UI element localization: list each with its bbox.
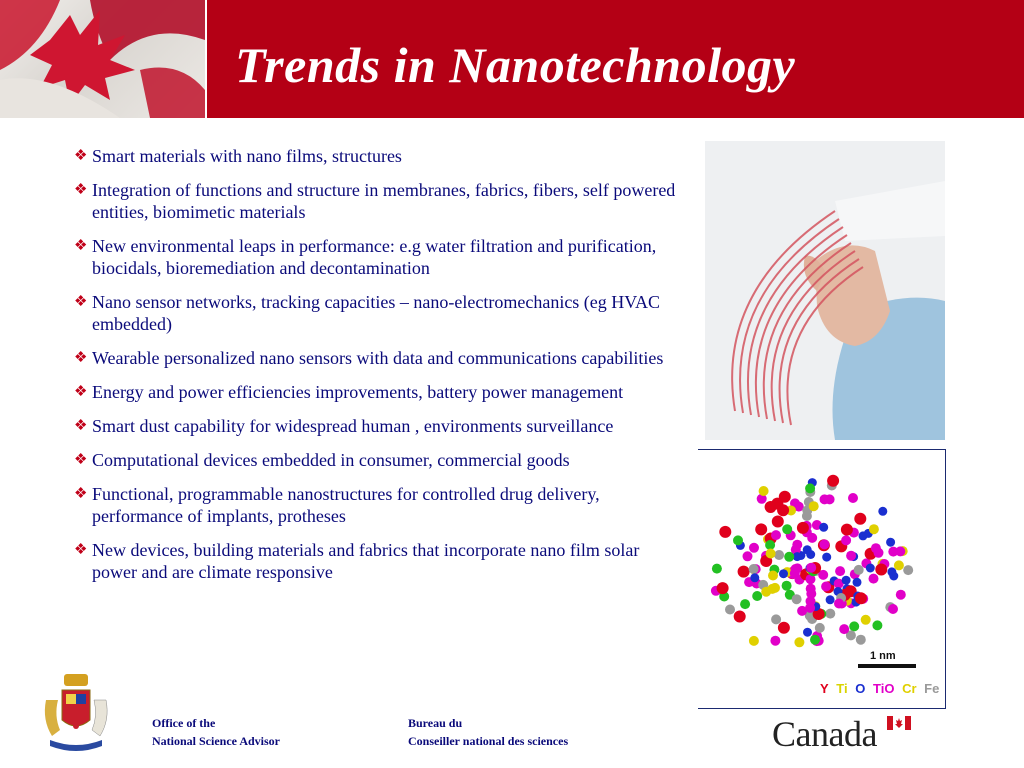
diamond-bullet-icon: ❖	[74, 542, 88, 558]
footer-bureau-line1: Bureau du	[408, 716, 463, 730]
bullet-text: Smart dust capability for widespread human , environments surveillance	[92, 416, 614, 436]
atom	[797, 522, 809, 534]
atom	[809, 501, 819, 511]
atom	[771, 614, 781, 624]
atom	[842, 576, 851, 585]
atom	[770, 636, 780, 646]
hand-holding-film-icon	[705, 141, 945, 440]
atom	[888, 604, 898, 614]
bullet-text: Energy and power efficiencies improvements, battery power management	[92, 382, 624, 402]
bullet-text: New environmental leaps in performance: e.g water filtration and purification, biocidals, bioremediation and decontamination	[92, 236, 657, 278]
atom	[854, 513, 866, 525]
bullet-text: Smart materials with nano films, structures	[92, 146, 402, 166]
atom	[774, 550, 784, 560]
footer-office-line1: Office of the	[152, 716, 216, 730]
atom	[820, 494, 830, 504]
atom	[768, 571, 778, 581]
bullet-item	[74, 145, 684, 167]
atom	[712, 564, 722, 574]
legend-ti: Ti	[836, 681, 848, 696]
atom	[886, 538, 895, 547]
bullet-list	[74, 145, 684, 595]
atom	[819, 523, 828, 532]
atom	[765, 540, 775, 550]
atom	[871, 543, 881, 553]
atom	[835, 566, 845, 576]
atom	[855, 592, 867, 604]
atom	[834, 599, 844, 609]
diamond-bullet-icon: ❖	[74, 294, 88, 310]
bullet-item	[74, 347, 684, 369]
atom	[784, 552, 794, 562]
bullet-text: Computational devices embedded in consumer, commercial goods	[92, 450, 570, 470]
atom	[765, 501, 777, 513]
diamond-bullet-icon: ❖	[74, 384, 88, 400]
atom	[827, 475, 839, 487]
atom	[826, 595, 835, 604]
bullet-item	[74, 449, 684, 471]
atom	[807, 533, 817, 543]
scale-bar	[858, 664, 916, 668]
atom	[719, 526, 731, 538]
bullet-item	[74, 539, 684, 583]
atom	[806, 589, 816, 599]
atom-cluster-icon	[698, 450, 945, 708]
atom	[792, 540, 802, 550]
diamond-bullet-icon: ❖	[74, 350, 88, 366]
atom	[856, 635, 866, 645]
legend-tio: TiO	[873, 681, 895, 696]
legend-fe: Fe	[924, 681, 940, 696]
atom	[749, 564, 759, 574]
atom	[903, 565, 913, 575]
bullet-item	[74, 415, 684, 437]
footer-bureau-line2: Conseiller national des sciences	[408, 734, 569, 748]
atom	[878, 507, 887, 516]
atom	[803, 628, 812, 637]
atom	[717, 582, 729, 594]
atom	[839, 624, 849, 634]
atom	[825, 609, 835, 619]
legend-cr: Cr	[902, 681, 917, 696]
atom	[849, 621, 859, 631]
atom	[872, 620, 882, 630]
atom	[875, 564, 887, 576]
atom	[766, 549, 776, 559]
diamond-bullet-icon: ❖	[74, 148, 88, 164]
atom	[819, 539, 829, 549]
atom	[772, 516, 784, 528]
atom	[778, 622, 790, 634]
atom	[854, 565, 864, 575]
atom	[755, 523, 767, 535]
bullet-text: Functional, programmable nanostructures for controlled drug delivery, performance of implants, protheses	[92, 484, 600, 526]
atom	[866, 564, 875, 573]
legend-o: O	[855, 681, 866, 696]
atom	[895, 546, 905, 556]
atom	[725, 605, 735, 615]
atom	[810, 635, 820, 645]
diamond-bullet-icon: ❖	[74, 418, 88, 434]
atom	[734, 611, 746, 623]
atom	[794, 637, 804, 647]
legend-y: Y	[820, 681, 829, 696]
atom	[771, 530, 781, 540]
atom	[861, 615, 871, 625]
bullet-item	[74, 381, 684, 403]
atom	[761, 587, 771, 597]
canada-flag-photo	[0, 0, 205, 118]
bullet-item	[74, 291, 684, 335]
slide-title: Trends in Nanotechnology	[235, 37, 796, 93]
atom	[733, 535, 743, 545]
diamond-bullet-icon: ❖	[74, 182, 88, 198]
atom	[821, 582, 831, 592]
atom	[790, 568, 800, 578]
diamond-bullet-icon: ❖	[74, 238, 88, 254]
footer-office-fr	[408, 714, 568, 750]
flexible-circuit-photo	[705, 141, 945, 440]
atom	[815, 623, 825, 633]
atom	[752, 591, 762, 601]
atom	[889, 572, 898, 581]
atom	[806, 550, 815, 559]
atom	[805, 603, 815, 613]
canada-flag-icon	[887, 716, 911, 730]
atom	[853, 578, 862, 587]
maple-leaf-flag-icon	[0, 0, 205, 118]
atom	[846, 551, 856, 561]
atom	[777, 504, 789, 516]
bullet-item	[74, 483, 684, 527]
atom	[743, 551, 753, 561]
atom	[779, 569, 788, 578]
canada-wordmark: Canada	[772, 714, 877, 754]
atom	[782, 581, 792, 591]
bullet-text: New devices, building materials and fabrics that incorporate nano film solar power and are climate responsive	[92, 540, 640, 582]
atom	[738, 566, 750, 578]
atom	[841, 535, 851, 545]
bullet-item	[74, 235, 684, 279]
atom	[896, 590, 906, 600]
atom	[749, 543, 759, 553]
atom	[750, 573, 759, 582]
atom	[805, 483, 815, 493]
atom	[848, 493, 858, 503]
atom	[869, 524, 879, 534]
scale-label: 1 nm	[870, 650, 896, 662]
bullet-text: Nano sensor networks, tracking capacities – nano-electromechanics (eg HVAC embedded)	[92, 292, 660, 334]
atom	[822, 553, 831, 562]
atom	[740, 599, 750, 609]
atom	[806, 563, 816, 573]
atom	[894, 560, 904, 570]
coat-of-arms-icon	[40, 670, 112, 754]
atom	[749, 636, 759, 646]
title-bar	[205, 0, 1024, 118]
atom	[841, 524, 853, 536]
diamond-bullet-icon: ❖	[74, 452, 88, 468]
atom	[759, 486, 769, 496]
diamond-bullet-icon: ❖	[74, 486, 88, 502]
atom	[779, 491, 791, 503]
footer-office-line2: National Science Advisor	[152, 734, 280, 748]
element-legend	[820, 681, 943, 696]
atom	[869, 574, 879, 584]
atom	[782, 524, 792, 534]
footer-office-en	[152, 714, 280, 750]
bullet-text: Integration of functions and structure in membranes, fabrics, fibers, self powered entities, biomimetic materials	[92, 180, 676, 222]
atom	[792, 594, 802, 604]
bullet-item	[74, 179, 684, 223]
nanocluster-figure	[698, 449, 946, 709]
bullet-text: Wearable personalized nano sensors with data and communications capabilities	[92, 348, 664, 368]
